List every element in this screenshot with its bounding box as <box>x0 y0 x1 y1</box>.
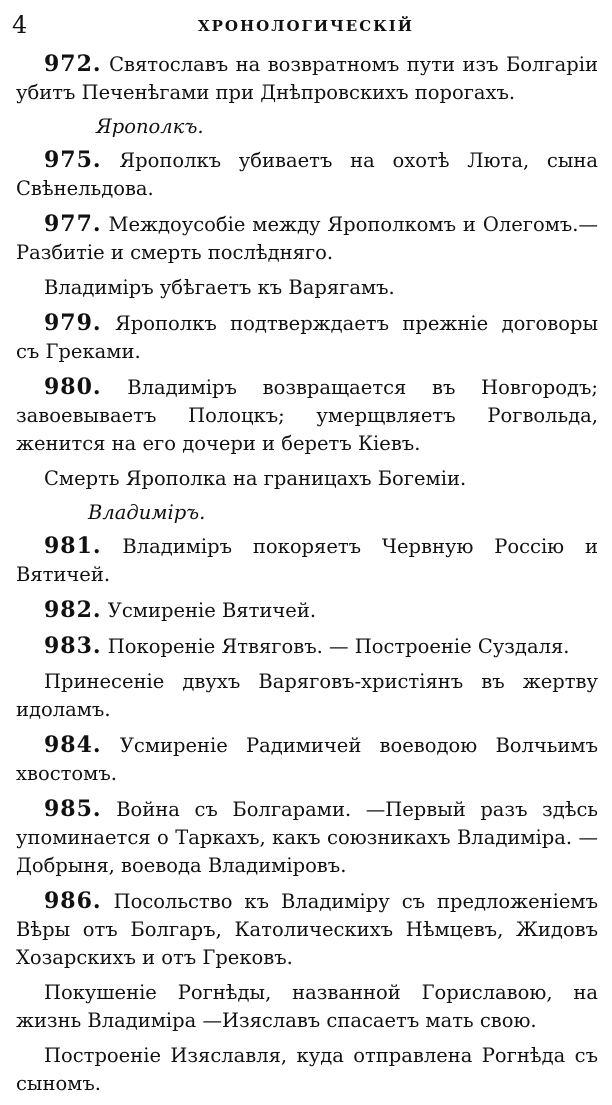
entry-975 <box>16 146 598 203</box>
entry-year: 977. <box>44 211 102 237</box>
entry-text: Междоусобіе между Ярополкомъ и Олегомъ.— Разбитіе и смерть послѣдняго. <box>16 213 598 264</box>
entry-972 <box>16 50 598 107</box>
entry-text: Ярополкъ подтверждаетъ прежніе договоры съ Греками. <box>16 312 599 363</box>
entry-text: Святославъ на возвратномъ пути изъ Болгаріи убитъ Печенѣгами при Днѣпровскихъ порогахъ. <box>16 53 598 104</box>
entry-year: 972. <box>44 51 102 77</box>
entry-983 <box>16 632 598 661</box>
page-header <box>0 10 612 40</box>
entry-977 <box>16 210 598 267</box>
entry-text: Построеніе Изяславля, куда отправлена Рогнѣда съ сыномъ. <box>16 1044 598 1095</box>
entry-986 <box>16 887 598 972</box>
entry-year: 986. <box>44 888 102 914</box>
entry-983-cont <box>16 668 598 724</box>
entry-text: Посольство къ Владиміру съ предложеніемъ Вѣры отъ Болгаръ, Католическихъ Нѣмцевъ, Жидовъ Хозарскихъ и отъ Грековъ. <box>16 890 598 969</box>
entry-980 <box>16 373 598 458</box>
entry-text: Принесеніе двухъ Варяговъ-христіянъ въ жертву идоламъ. <box>16 670 598 721</box>
entry-text: Ярополкъ убиваетъ на охотѣ Люта, сына Свѣнельдова. <box>16 149 598 200</box>
entry-979 <box>16 309 598 366</box>
entry-text: Покушеніе Рогнѣды, названной Гориславою, на жизнь Владиміра —Изяславъ спасаетъ мать свою. <box>16 981 598 1032</box>
entry-986-cont-1 <box>16 979 598 1035</box>
entry-year: 985. <box>44 796 102 822</box>
reign-heading-vladimir: Владиміръ. <box>88 501 206 524</box>
entry-982 <box>16 596 598 625</box>
entry-year: 983. <box>44 633 102 659</box>
entry-986-cont-2 <box>16 1042 598 1098</box>
entry-year: 984. <box>44 732 102 758</box>
entry-text: Усмиреніе Вятичей. <box>107 599 317 622</box>
entry-year: 981. <box>44 533 102 559</box>
entry-text: Смерть Ярополка на границахъ Богеміи. <box>44 467 467 490</box>
entry-year: 979. <box>44 310 102 336</box>
entry-985 <box>16 795 598 880</box>
entry-text: Владиміръ покоряетъ Червную Россію и Вятичей. <box>16 535 598 586</box>
entry-977-cont <box>16 274 598 302</box>
entry-year: 975. <box>44 147 102 173</box>
page-number: 4 <box>12 11 28 39</box>
entry-984 <box>16 731 598 788</box>
entry-text: Владиміръ возвращается въ Новгородъ; завоевываетъ Полоцкъ; умерщвляетъ Рогвольда, женится на его дочери и беретъ Кіевъ. <box>16 376 598 455</box>
entry-text: Усмиреніе Радимичей воеводою Волчьимъ хвостомъ. <box>16 734 598 785</box>
entry-980-cont <box>16 465 598 493</box>
entry-981 <box>16 532 598 589</box>
entry-text: Покореніе Ятвяговъ. — Построеніе Суздаля. <box>107 635 570 658</box>
entry-year: 982. <box>44 597 102 623</box>
entry-year: 980. <box>44 374 102 400</box>
chronology-text <box>16 50 598 1105</box>
reign-heading-yaropolk: Ярополкъ. <box>96 115 204 138</box>
entry-text: Война съ Болгарами. —Первый разъ здѣсь упоминается о Таркахъ, какъ союзникахъ Владиміра. — Добрыня, воевода Владиміровъ. <box>16 798 598 877</box>
running-title: ХРОНОЛОГИЧЕСКІЙ <box>198 17 414 35</box>
entry-text: Владиміръ убѣгаетъ къ Варягамъ. <box>44 276 395 299</box>
